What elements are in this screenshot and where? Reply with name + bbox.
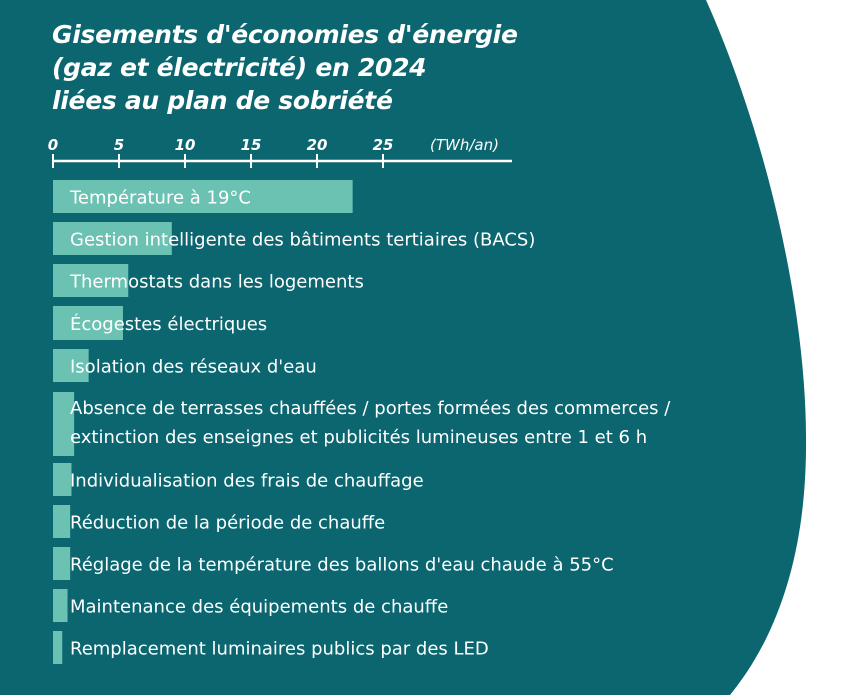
bar-category-label: Thermostats dans les logements [70, 271, 364, 293]
bar [53, 505, 70, 538]
x-tick-label: 25 [372, 136, 394, 154]
bar-category-label: Absence de terrasses chauffées / portes formées des commerces / [70, 398, 671, 419]
chart-title-line-1: Gisements d'économies d'énergie [52, 20, 518, 49]
bars [53, 180, 353, 664]
bar-category-label: Réduction de la période de chauffe [70, 512, 386, 534]
bar-category-label: Écogestes électriques [70, 314, 268, 335]
x-tick-label: 20 [306, 136, 328, 154]
x-axis [48, 136, 512, 168]
unit-label: (TWh/an) [430, 136, 499, 154]
bar [53, 589, 68, 622]
x-tick-label: 5 [113, 136, 125, 154]
bar [53, 631, 62, 664]
bar-labels [69, 188, 671, 660]
bar-category-label: extinction des enseignes et publicités lumineuses entre 1 et 6 h [70, 427, 648, 448]
bar [53, 463, 71, 496]
bar-category-label: Maintenance des équipements de chauffe [70, 596, 449, 618]
bar-category-label: Remplacement luminaires publics par des LED [70, 638, 489, 660]
chart-title-line-3: liées au plan de sobriété [52, 86, 393, 115]
bar-category-label: Température à 19°C [70, 187, 251, 209]
x-tick-label: 0 [47, 136, 59, 154]
chart-title-line-2: (gaz et électricité) en 2024 [52, 53, 427, 82]
x-tick-label: 10 [174, 136, 196, 154]
bar [53, 547, 70, 580]
bar-category-label: Réglage de la température des ballons d'eau chaude à 55°C [70, 554, 614, 576]
bar-category-label: Individualisation des frais de chauffage [70, 470, 424, 492]
bar-category-label: Gestion intelligente des bâtiments tertiaires (BACS) [70, 229, 536, 251]
bar-category-label: Isolation des réseaux d'eau [70, 356, 317, 378]
x-tick-label: 15 [240, 136, 262, 154]
